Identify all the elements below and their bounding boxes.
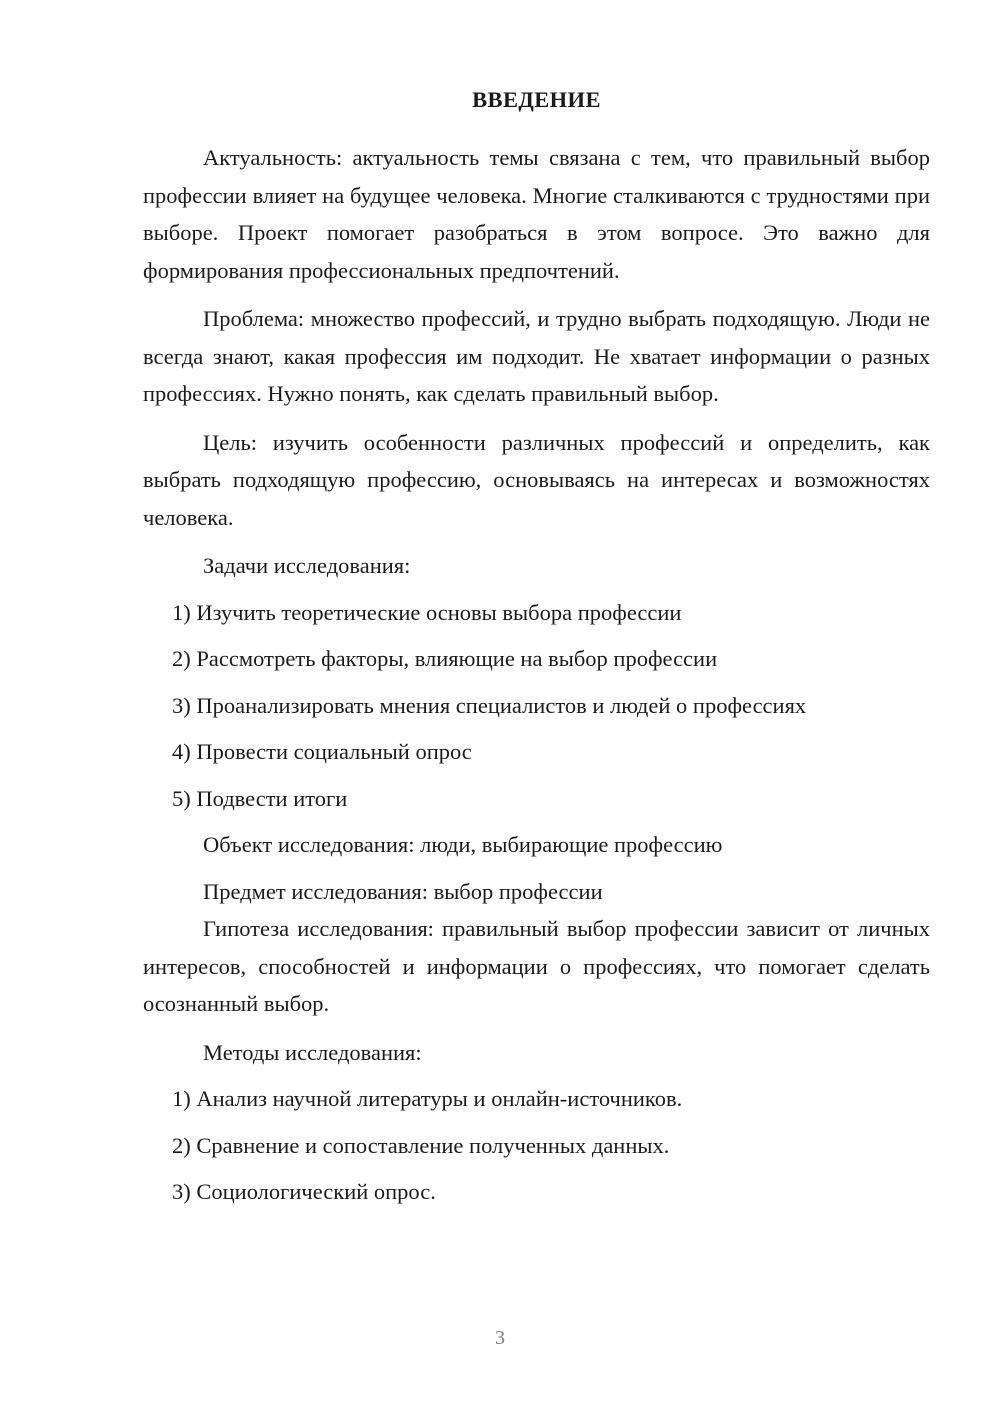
list-item: 1) Анализ научной литературы и онлайн-источников. [172,1086,683,1111]
paragraph-subject: Предмет исследования: выбор профессии [203,878,603,904]
list-item: 2) Рассмотреть факторы, влияющие на выбор профессии [172,646,718,671]
list-item: 2) Сравнение и сопоставление полученных данных. [172,1132,670,1158]
paragraph-hypothesis: Гипотеза исследования: правильный выбор профессии зависит от личных интересов, способностей и информации о профессиях, что помогает сделать осознанный выбор. [143,916,930,1016]
paragraph-problem: Проблема: множество профессий, и трудно выбрать подходящую. Люди не всегда знают, какая профессия им подходит. Не хватает информации о разных профессиях. Нужно понять, как сделать правильный выбор. [143,306,930,406]
paragraph-relevance: Актуальность: актуальность темы связана с тем, что правильный выбор профессии влияет на будущее человека. Многие сталкиваются с трудностями при выборе. Проект помогает разобраться в этом вопросе. Это важно для формирования профессиональных предпочтений. [143,145,930,283]
page-number: 3 [495,1327,505,1349]
list-item: 3) Проанализировать мнения специалистов и людей о профессиях [172,692,807,718]
document-body [143,86,930,1211]
methods-heading: Методы исследования: [203,1039,422,1065]
tasks-heading: Задачи исследования: [203,553,411,578]
paragraph-object: Объект исследования: люди, выбирающие профессию [203,832,723,857]
methods-list [143,1080,930,1211]
list-item: 3) Социологический опрос. [172,1179,436,1204]
list-item: 1) Изучить теоретические основы выбора профессии [172,599,682,625]
list-item: 4) Провести социальный опрос [172,739,472,764]
tasks-list [143,594,930,818]
paragraph-goal: Цель: изучить особенности различных профессий и определить, как выбрать подходящую профессию, основываясь на интересах и возможностях человека. [143,429,930,530]
list-item: 5) Подвести итоги [172,785,348,811]
page-title: ВВЕДЕНИЕ [472,87,601,112]
